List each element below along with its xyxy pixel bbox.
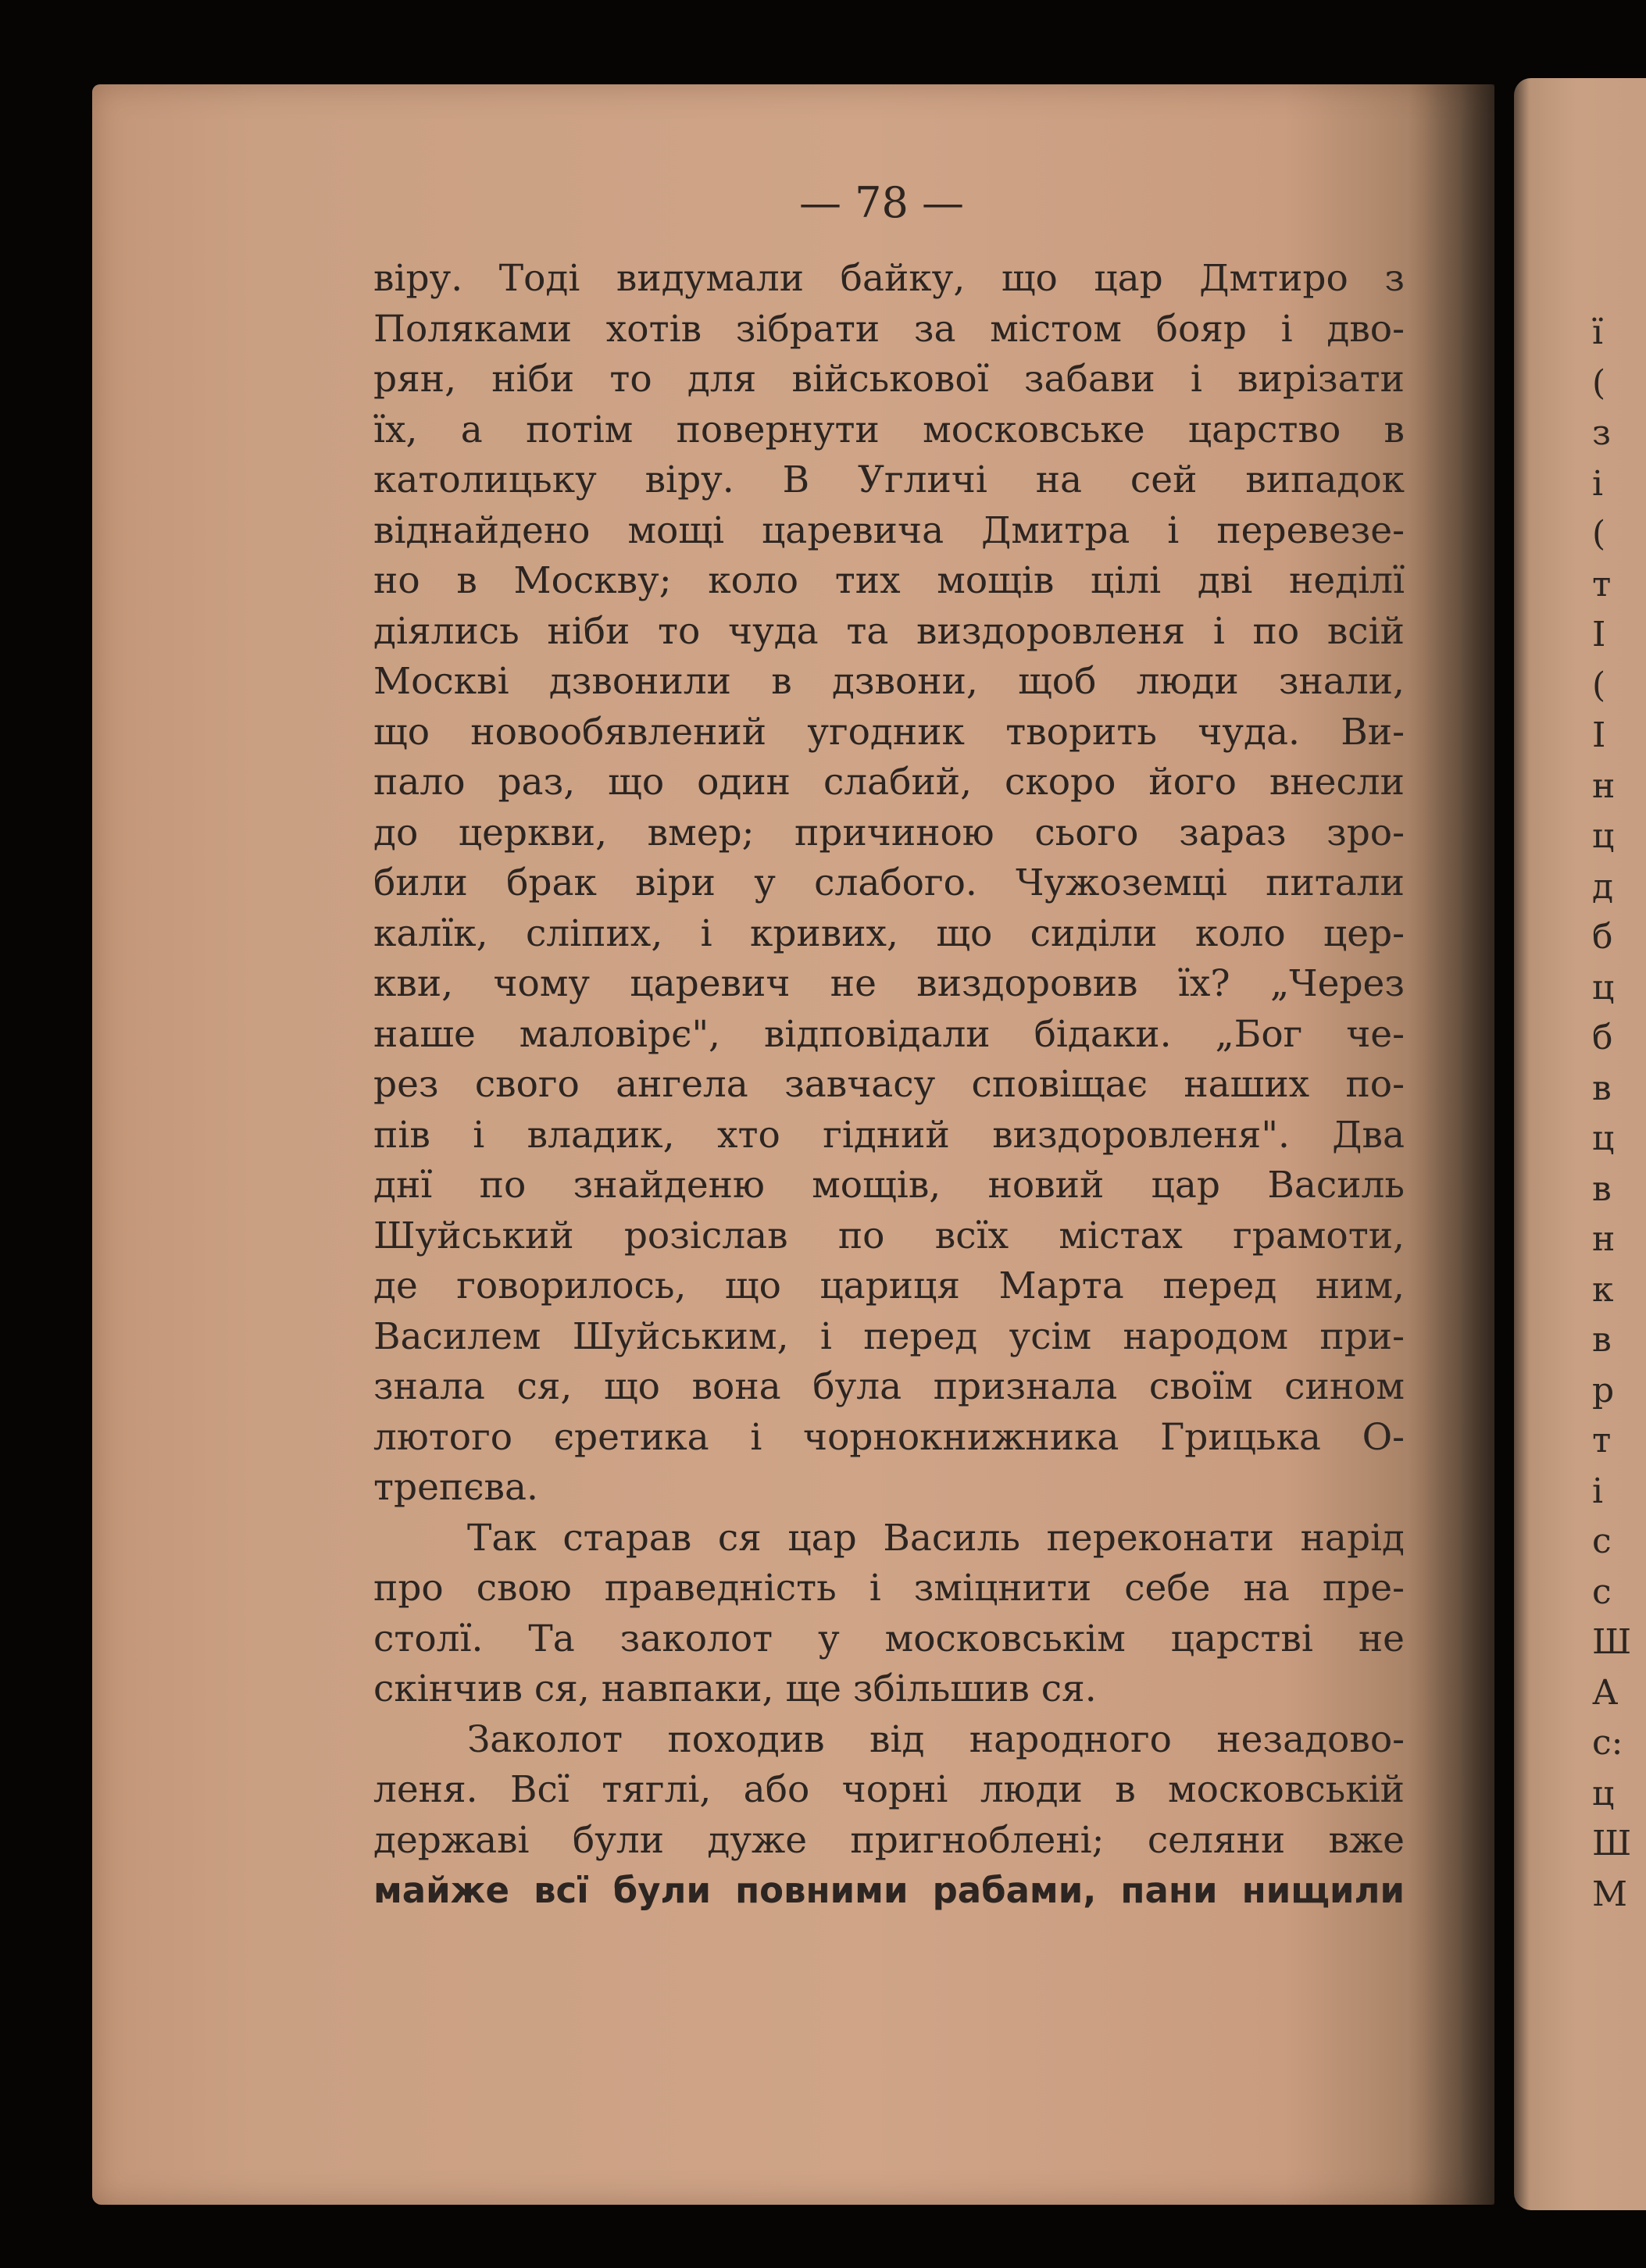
text-line: Так старав ся цар Василь переконати нарід: [467, 1516, 1405, 1560]
text-line: рян, ніби то для військової забави і вирізати: [373, 358, 1405, 401]
facing-page-letter: б: [1592, 1018, 1613, 1057]
text-line: трепєва.: [373, 1466, 538, 1509]
facing-page: [1514, 78, 1646, 2210]
facing-page-letter: т: [1592, 564, 1612, 604]
text-line: но в Москву; коло тих мощів цілі дві неділї: [373, 559, 1405, 602]
facing-page-letter: ц: [1592, 1773, 1615, 1813]
facing-page-letter: і: [1592, 1471, 1604, 1511]
text-line: пало раз, що один слабий, скоро його внесли: [373, 761, 1405, 804]
facing-page-letter: к: [1592, 1269, 1614, 1310]
text-line: де говорилось, що цариця Марта перед ним,: [373, 1264, 1405, 1307]
facing-page-letter: і: [1592, 463, 1604, 504]
facing-page-letter: н: [1592, 765, 1616, 806]
facing-page-letter: в: [1592, 1320, 1612, 1360]
text-line: їх, а потім повернути московське царство в: [373, 408, 1405, 451]
text-line: наше маловірє", відповідали бідаки. „Бог че-: [373, 1012, 1405, 1056]
page-edge-shadow: [1409, 84, 1494, 2205]
text-line: леня. Всї тяглі, або чорні люди в московській: [373, 1768, 1405, 1811]
facing-page-letter: в: [1592, 1068, 1612, 1108]
body-text: [373, 254, 1405, 1917]
facing-page-letter: б: [1592, 917, 1613, 957]
text-line: скінчив ся, навпаки, ще збільшив ся.: [373, 1667, 1097, 1710]
text-line: майже всї були повними рабами, пани нищили: [373, 1870, 1405, 1911]
facing-page-letter: ї: [1592, 312, 1604, 352]
text-line: діялись ніби то чуда та виздоровленя і по всій: [373, 609, 1405, 653]
text-line: днї по знайденю мощів, новий цар Василь: [373, 1164, 1405, 1207]
facing-page-letter: (: [1592, 665, 1606, 705]
facing-page-letter: Ш: [1592, 1824, 1632, 1863]
facing-page-letter: з: [1592, 413, 1611, 453]
facing-page-letter: р: [1592, 1370, 1615, 1410]
text-line: калїк, сліпих, і кривих, що сиділи коло цер-: [373, 911, 1405, 955]
text-line: віру. Тоді видумали байку, що цар Дмтиро з: [373, 257, 1405, 300]
text-line: Заколот походив від народного незадово-: [467, 1717, 1405, 1761]
facing-page-letter: с: [1592, 1521, 1612, 1561]
facing-page-letter: М: [1592, 1874, 1628, 1914]
text-line: Поляками хотів зібрати за містом бояр і дво-: [373, 307, 1405, 351]
facing-page-letter: (: [1592, 514, 1606, 554]
page-number: — 78 —: [798, 178, 965, 227]
facing-page-letter: в: [1592, 1168, 1612, 1209]
text-line: про свою праведність і зміцнити себе на пре-: [373, 1567, 1405, 1610]
text-line: Василем Шуйським, і перед усім народом при-: [373, 1314, 1405, 1358]
facing-page-letter: т: [1592, 1421, 1612, 1460]
text-line: пів і владик, хто гідний виздоровленя". Два: [373, 1113, 1405, 1157]
text-line: знала ся, що вона була признала своїм сином: [373, 1365, 1405, 1408]
facing-page-letter: І: [1592, 615, 1606, 654]
text-line: що новообявлений угодник творить чуда. Ви-: [373, 710, 1405, 754]
text-line: били брак віри у слабого. Чужоземці питали: [373, 861, 1405, 904]
text-line: віднайдено мощі царевича Дмитра і перевезе-: [373, 508, 1405, 552]
facing-page-letter: (: [1592, 362, 1606, 403]
text-line: кви, чому царевич не виздоровив їх? „Через: [373, 962, 1405, 1005]
text-line: рез свого ангела завчасу сповіщає наших по-: [373, 1063, 1405, 1106]
facing-page-letter: с:: [1592, 1723, 1623, 1763]
facing-page-letter: ц: [1592, 816, 1615, 856]
facing-page-letter: д: [1592, 866, 1614, 907]
facing-page-letter: ц: [1592, 967, 1615, 1007]
text-line: державі були дуже пригноблені; селяни вже: [373, 1818, 1405, 1862]
text-line: католицьку віру. В Угличі на сей випадок: [373, 458, 1405, 501]
text-line: Шуйський розіслав по всїх містах грамоти,: [373, 1214, 1405, 1257]
page-header: [0, 178, 1646, 227]
text-line: до церкви, вмер; причиною сього зараз зро-: [373, 811, 1405, 854]
text-line: столї. Та заколот у московськім царстві не: [373, 1617, 1405, 1660]
facing-page-letter: н: [1592, 1219, 1616, 1259]
facing-page-letter: с: [1592, 1571, 1612, 1612]
text-line: Москві дзвонили в дзвони, щоб люди знали,: [373, 660, 1405, 703]
text-line: лютого єретика і чорнокнижника Грицька О-: [373, 1415, 1405, 1459]
facing-page-letter: Ш: [1592, 1622, 1632, 1662]
facing-page-letter: І: [1592, 715, 1606, 755]
facing-page-letter: А: [1592, 1672, 1619, 1713]
facing-page-letter: ц: [1592, 1118, 1615, 1158]
